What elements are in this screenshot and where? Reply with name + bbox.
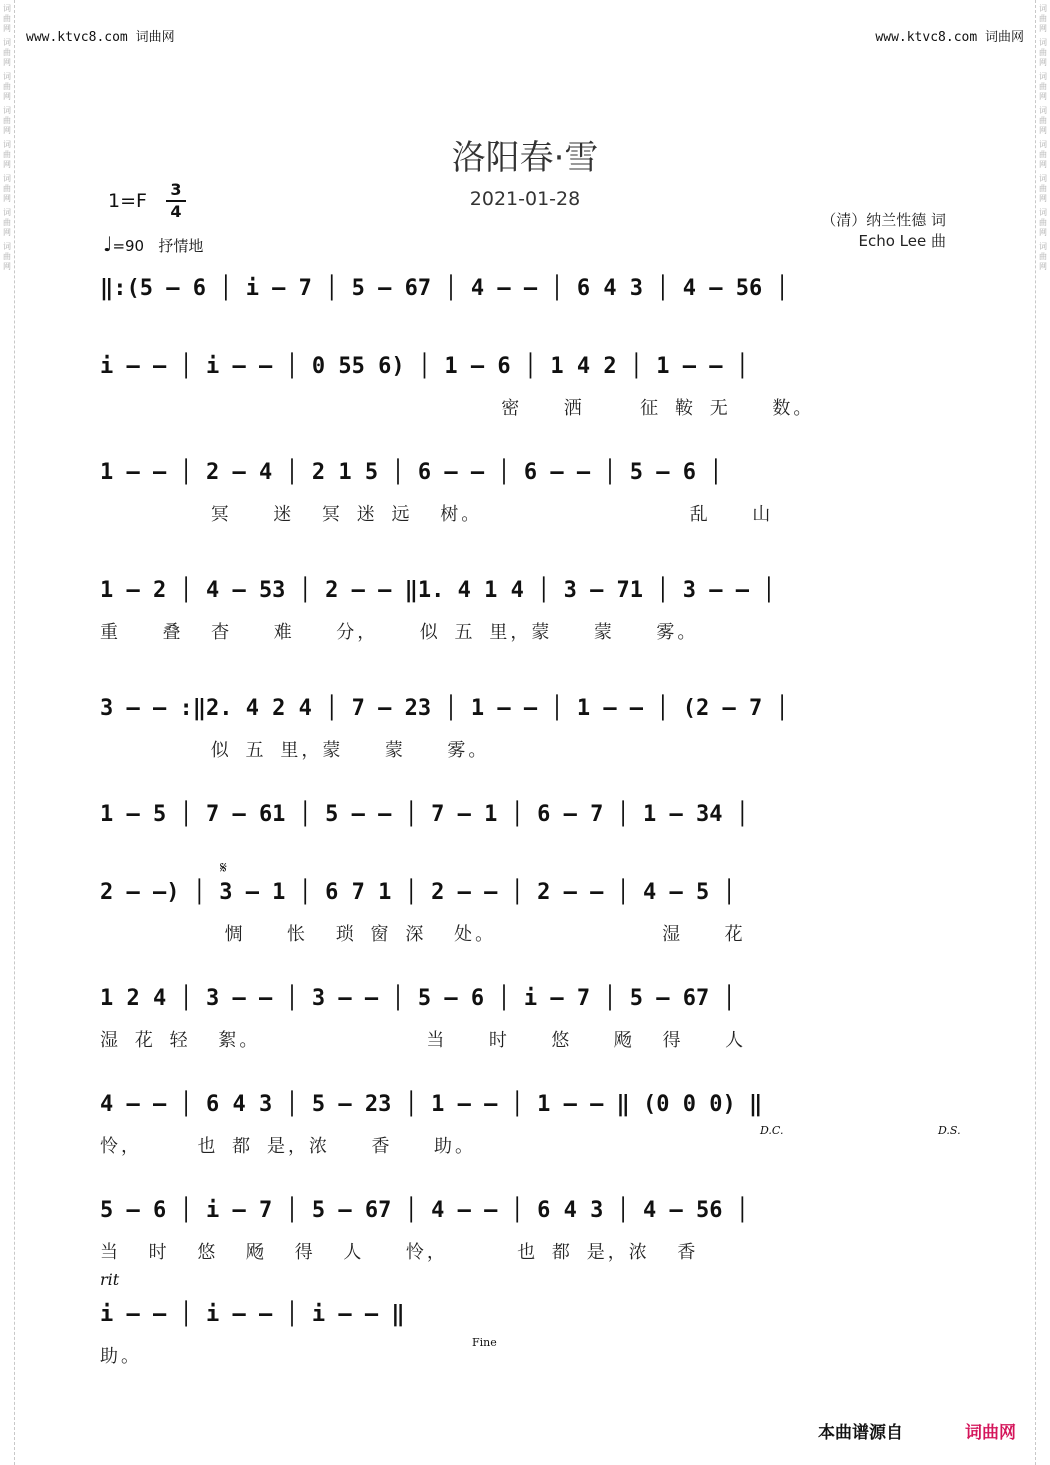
tempo-expression: 抒情地 <box>158 237 204 255</box>
lyrics-line: 密 洒 征 鞍 无 数。 <box>100 398 815 419</box>
notation-line: 3 – – :‖2. 4 2 4 │ 7 – 23 │ 1 – – │ 1 – – │ (2 – 7 │ <box>100 696 789 721</box>
rit-mark: rit <box>100 1270 120 1289</box>
footer-source-label: 本曲谱源自 <box>818 1423 903 1443</box>
meter-top: 3 <box>170 180 182 199</box>
time-signature <box>166 180 186 222</box>
notation-line: 1 – 5 │ 7 – 61 │ 5 – – │ 7 – 1 │ 6 – 7 │ 1 – 34 │ <box>100 802 750 827</box>
notation-line: 2 – –) │ 3 – 1 │ 6 7 1 │ 2 – – │ 2 – – │ 4 – 5 │ <box>100 880 736 905</box>
notation-line: 4 – – │ 6 4 3 │ 5 – 23 │ 1 – – │ 1 – – ‖ (0 0 0) ‖ <box>100 1092 763 1117</box>
lyrics-line <box>100 842 950 868</box>
lyricist-credit: （清）纳兰性德 词 <box>821 211 946 229</box>
side-watermark-text: 词曲网 <box>3 72 11 101</box>
side-watermark-text: 词曲网 <box>1039 208 1047 237</box>
notation-line: 5 – 6 │ i – 7 │ 5 – 67 │ 4 – – │ 6 4 3 │ 4 – 56 │ <box>100 1198 750 1223</box>
side-watermark-text: 词曲网 <box>3 174 11 203</box>
left-watermark-strip <box>0 0 15 1465</box>
notation-line: i – – │ i – – │ i – – ‖ <box>100 1302 405 1327</box>
lyrics-line: 怜， 也 都 是，浓 香 助。 <box>100 1136 477 1157</box>
side-watermark-text: 词曲网 <box>3 38 11 67</box>
fine-mark: Fine <box>472 1336 497 1349</box>
side-watermark-text: 词曲网 <box>3 208 11 237</box>
side-watermark-text: 词曲网 <box>1039 106 1047 135</box>
composer-credit: Echo Lee 曲 <box>858 232 946 250</box>
lyrics-line: 重 叠 杳 难 分， 似 五 里，蒙 蒙 雾。 <box>100 622 699 643</box>
site-url-right: www.ktvc8.com 词曲网 <box>875 30 1024 45</box>
lyrics-line: 湿 花 轻 絮。 当 时 悠 飏 得 人 <box>100 1030 747 1051</box>
side-watermark-text: 词曲网 <box>1039 38 1047 67</box>
lyrics-line: 当 时 悠 飏 得 人 怜， 也 都 是，浓 香 <box>100 1242 699 1263</box>
site-url-left: www.ktvc8.com 词曲网 <box>26 30 175 45</box>
lyrics-line: 助。 <box>100 1346 142 1367</box>
side-watermark-text: 词曲网 <box>3 106 11 135</box>
side-watermark-text: 词曲网 <box>3 4 11 33</box>
side-watermark-text: 词曲网 <box>1039 4 1047 33</box>
lyrics-line <box>100 316 950 342</box>
side-watermark-text: 词曲网 <box>1039 174 1047 203</box>
notation-line: 1 – 2 │ 4 – 53 │ 2 – – ‖1. 4 1 4 │ 3 – 71 │ 3 – – │ <box>100 578 776 603</box>
quarter-note-icon: ♩ <box>103 232 113 256</box>
meter-bottom: 4 <box>170 202 182 221</box>
side-watermark-text: 词曲网 <box>1039 72 1047 101</box>
ds-mark: D.S. <box>938 1124 961 1137</box>
dc-mark: D.C. <box>760 1124 784 1137</box>
footer-brand-link[interactable]: 词曲网 <box>965 1423 1016 1443</box>
segno-sign: 𝄋 <box>220 858 227 877</box>
right-watermark-strip <box>1035 0 1050 1465</box>
notation-line: 1 2 4 │ 3 – – │ 3 – – │ 5 – 6 │ i – 7 │ 5 – 67 │ <box>100 986 736 1011</box>
song-title: 洛阳春·雪 <box>451 138 599 178</box>
side-watermark-text: 词曲网 <box>1039 242 1047 271</box>
side-watermark-text: 词曲网 <box>3 242 11 271</box>
notation-line: 1 – – │ 2 – 4 │ 2 1 5 │ 6 – – │ 6 – – │ 5 – 6 │ <box>100 460 723 485</box>
key-signature: 1=F <box>108 190 147 212</box>
notation-line: i – – │ i – – │ 0 55 6) │ 1 – 6 │ 1 4 2 │ 1 – – │ <box>100 354 750 379</box>
lyrics-line: 冥 迷 冥 迷 远 树。 乱 山 <box>100 504 774 525</box>
lyrics-line: 惆 怅 琐 窗 深 处。 湿 花 <box>100 924 746 945</box>
side-watermark-text: 词曲网 <box>1039 140 1047 169</box>
score-date: 2021-01-28 <box>469 188 581 210</box>
lyrics-line: 似 五 里，蒙 蒙 雾。 <box>100 740 490 761</box>
tempo-marking <box>103 232 203 256</box>
credits <box>821 210 946 252</box>
tempo-value: =90 <box>112 237 145 255</box>
side-watermark-text: 词曲网 <box>3 140 11 169</box>
notation-line: ‖:(5 – 6 │ i – 7 │ 5 – 67 │ 4 – – │ 6 4 3 │ 4 – 56 │ <box>100 276 789 301</box>
